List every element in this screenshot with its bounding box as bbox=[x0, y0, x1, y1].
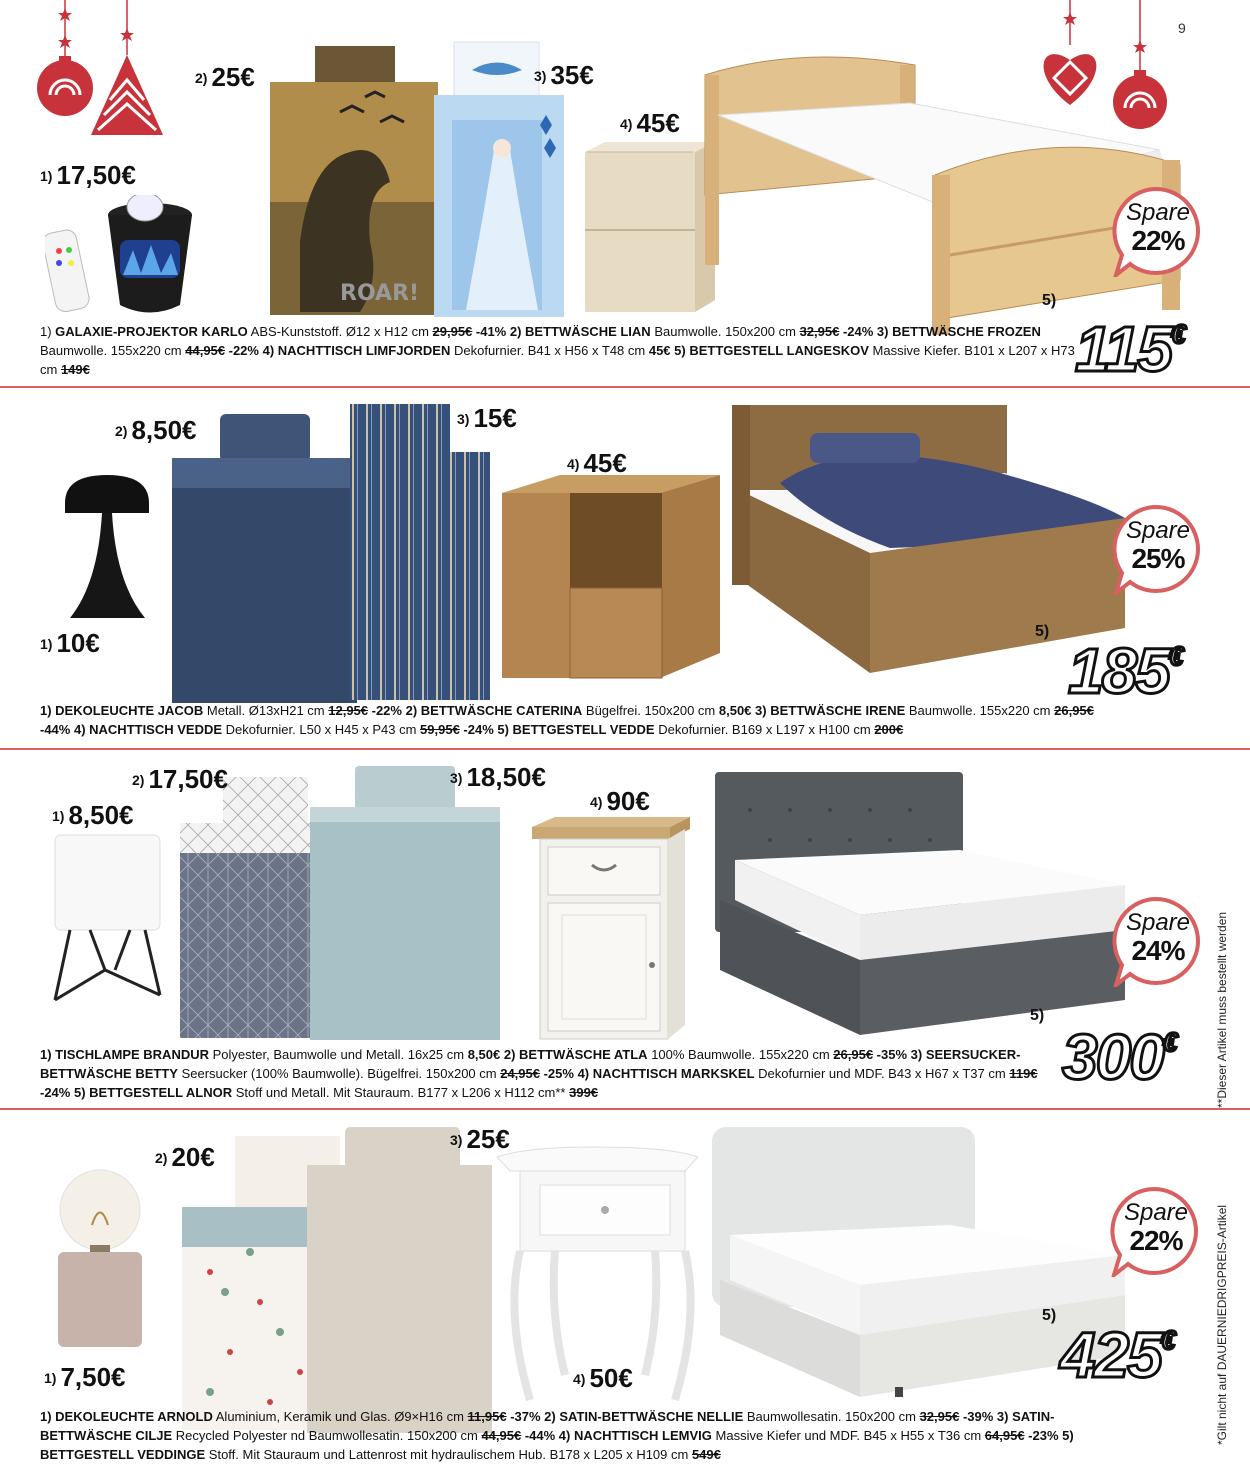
price-item-3: 3) 35€ bbox=[534, 60, 594, 90]
price-item-1: 1) 8,50€ bbox=[52, 800, 134, 830]
section-2 bbox=[0, 388, 1250, 748]
price-item-3: 3) 15€ bbox=[457, 403, 517, 433]
desc-item-5: 5) BETTGESTELL LANGESKOV Massive Kiefer. B101 x L207 x H73 cm 149€ bbox=[40, 343, 1075, 377]
price-item-4: 4) 45€ bbox=[620, 108, 680, 138]
lamp-arnold-image bbox=[52, 1160, 147, 1350]
desc-item-1: 1) GALAXIE-PROJEKTOR KARLO ABS-Kunststoff. Ø12 x H12 cm 29,95€ -41% bbox=[40, 324, 510, 339]
item-5-label: 5) bbox=[1042, 1307, 1057, 1324]
item-5-label: 5) bbox=[1042, 292, 1057, 309]
nightstand-vedde-image bbox=[500, 473, 725, 683]
product-description bbox=[40, 322, 1080, 379]
price-item-1: 1) 10€ bbox=[40, 628, 100, 658]
discount-text: Spare 22% bbox=[1123, 1199, 1189, 1256]
bed-alnor-image bbox=[710, 770, 1130, 1040]
price-item-2: 2) 17,50€ bbox=[132, 764, 228, 794]
lamp-jacob-image bbox=[60, 473, 155, 623]
nightstand-limfjorden-image bbox=[575, 140, 720, 315]
svg-text:ROAR!: ROAR! bbox=[340, 281, 420, 306]
product-description bbox=[40, 1045, 1050, 1102]
price-item-4: 4) 50€ bbox=[573, 1363, 633, 1393]
bed-price: 425€ bbox=[1060, 1319, 1174, 1391]
galaxy-projector-image bbox=[45, 195, 235, 320]
desc-item-4: 4) NACHTTISCH MARKSKEL Dekofurnier und MDF. B43 x H67 x T37 cm 119€ -24% bbox=[40, 1066, 1038, 1100]
desc-item-3: 3) SEERSUCKER-BETTWÄSCHE BETTY Seersucker (100% Baumwolle). Bügelfrei. 150x200 cm 24,95€ -25% bbox=[40, 1047, 1021, 1081]
price-item-4: 4) 90€ bbox=[590, 786, 650, 816]
bed-price: 185€ bbox=[1068, 635, 1182, 707]
desc-item-2: 2) BETTWÄSCHE CATERINA Bügelfrei. 150x200 cm 8,50€ bbox=[405, 703, 756, 718]
item-5-label: 5) bbox=[1035, 623, 1050, 640]
desc-item-2: 2) BETTWÄSCHE LIAN Baumwolle. 150x200 cm 32,95€ -24% bbox=[509, 324, 877, 339]
order-footnote: **Dieser Artikel muss bestellt werden bbox=[1215, 911, 1229, 1108]
price-item-2: 2) 25€ bbox=[195, 62, 255, 92]
lamp-brandur-image bbox=[35, 830, 170, 1005]
price-item-4: 4) 45€ bbox=[567, 448, 627, 478]
price-item-1: 1) 17,50€ bbox=[40, 160, 136, 190]
discount-text: Spare 25% bbox=[1125, 517, 1191, 574]
desc-item-2: 2) SATIN-BETTWÄSCHE NELLIE Baumwollesatin. 150x200 cm 32,95€ -39% bbox=[544, 1409, 997, 1424]
bedding-irene-image bbox=[348, 402, 493, 702]
desc-item-2: 2) BETTWÄSCHE ATLA 100% Baumwolle. 155x220 cm 26,95€ -35% bbox=[503, 1047, 911, 1062]
price-item-2: 2) 8,50€ bbox=[115, 415, 197, 445]
desc-item-5: 5) BETTGESTELL VEDDE Dekofurnier. B169 x L197 x H100 cm 200€ bbox=[497, 722, 904, 737]
bed-price: 115€ bbox=[1075, 313, 1184, 385]
desc-item-4: 4) NACHTTISCH VEDDE Dekofurnier. L50 x H45 x P43 cm 59,95€ -24% bbox=[73, 722, 498, 737]
desc-item-3: 3) SATIN-BETTWÄSCHE CILJE Recycled Polyester nd Baumwollesatin. 150x200 cm 44,95€ -44% bbox=[40, 1409, 1055, 1443]
price-item-1: 1) 7,50€ bbox=[44, 1362, 126, 1392]
desc-item-4: 4) NACHTTISCH LEMVIG Massive Kiefer und MDF. B45 x H55 x T36 cm 64,95€ -23% bbox=[558, 1428, 1063, 1443]
price-item-3: 3) 25€ bbox=[450, 1124, 510, 1154]
bedding-caterina-image bbox=[170, 410, 360, 705]
desc-item-5: 5) BETTGESTELL ALNOR Stoff und Metall. Mit Stauraum. B177 x L206 x H112 cm** 399€ bbox=[73, 1085, 599, 1100]
section-4 bbox=[0, 1110, 1250, 1463]
desc-item-3: 3) BETTWÄSCHE IRENE Baumwolle. 155x220 cm 26,95€ -44% bbox=[40, 703, 1094, 737]
desc-item-1: 1) DEKOLEUCHTE JACOB Metall. Ø13xH21 cm 12,95€ -22% bbox=[40, 703, 406, 718]
bed-price: 300€ bbox=[1062, 1021, 1176, 1093]
desc-item-1: 1) DEKOLEUCHTE ARNOLD Aluminium, Keramik und Glas. Ø9×H16 cm 11,95€ -37% bbox=[40, 1409, 545, 1424]
bedding-betty-image bbox=[305, 762, 505, 1042]
item-5-label: 5) bbox=[1030, 1007, 1045, 1024]
discount-text: Spare 24% bbox=[1125, 909, 1191, 966]
product-description bbox=[40, 1407, 1090, 1464]
price-footnote: *Gilt nicht auf DAUERNIEDRIGPREIS-Artikel bbox=[1215, 1204, 1229, 1445]
desc-item-4: 4) NACHTTISCH LIMFJORDEN Dekofurnier. B41 x H56 x T48 cm 45€ bbox=[262, 343, 675, 358]
price-item-2: 2) 20€ bbox=[155, 1142, 215, 1172]
desc-item-5: 5) BETTGESTELL VEDDINGE Stoff. Mit Stauraum und Lattenrost mit hydraulischem Hub. B178 x L205 x H109 cm 549€ bbox=[40, 1428, 1074, 1462]
nightstand-markskel-image bbox=[530, 815, 695, 1045]
product-description bbox=[40, 701, 1100, 739]
bedding-lian-image bbox=[270, 42, 440, 317]
desc-item-3: 3) BETTWÄSCHE FROZEN Baumwolle. 155x220 cm 44,95€ -22% bbox=[40, 324, 1041, 358]
bedding-cilje-image bbox=[305, 1125, 495, 1435]
section-1 bbox=[0, 0, 1250, 385]
page-number: 9 bbox=[1178, 20, 1186, 36]
price-item-3: 3) 18,50€ bbox=[450, 762, 546, 792]
section-3 bbox=[0, 750, 1250, 1110]
desc-item-1: 1) TISCHLAMPE BRANDUR Polyester, Baumwolle und Metall. 16x25 cm 8,50€ bbox=[40, 1047, 504, 1062]
discount-text: Spare 22% bbox=[1125, 199, 1191, 256]
